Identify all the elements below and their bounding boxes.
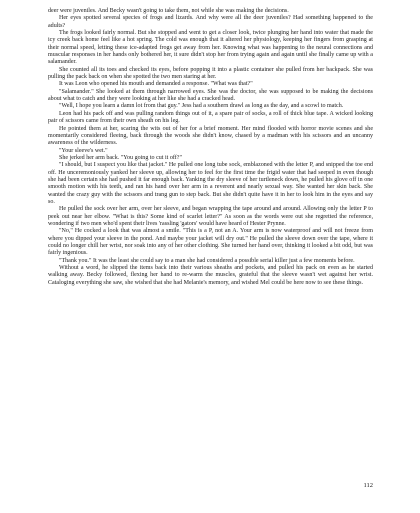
paragraph: "Thank you." It was the least she could say to a man she had considered a possible serial killer just a few moments before. [59,257,355,264]
paragraph: Leon had his pack off and was pulling random things out of it, a spare pair of socks, a roll of thick blue tape. A wicked looking pair of scissors came from their own sheath on his leg. [48,110,373,125]
paragraph: It was Leon who opened his mouth and demanded a response. "What was that?" [59,81,253,88]
paragraph: Her eyes spotted several species of frogs and lizards. And why were all the deer juveniles? Had something happened to the adults? [48,15,373,29]
paragraph: "I should, but I suspect you like that jacket." He pulled one long tube sock, emblazoned with the letter P, and snipped the toe end off. He unceremoniously yanked her sleeve up, allowing her to feel for the first time the frigid water that had seeped in even though she had been certain she had pushed it far enough back. Yanking the dry sleeve of her turtleneck down, he pulled his glove off in one smooth motion with his teeth, and ran his hand over her arm in a reverent and nearly sexual way. She wanted her skin back. She wanted the crazy guy with the scissors and trang gun to step back. But she didn't quite have it in her to look him in the eyes and say so. [48,162,373,205]
paragraph: "Well, I hope you learn a damn lot from that guy." Jess had a southern drawl as long as the day, and a scowl to match. [59,103,344,110]
page-number: 112 [363,482,373,489]
paragraph: He pulled the sock over her arm, over her sleeve, and began wrapping the tape around and around. Allowing only the letter P to peek out near her elbow. "What is this? Some kind of scarlet letter?" As soon as the words were out she regretted the reference, wondering if two men who'd spent their lives 'rassling 'gators' would have heard of Hester Prynne. [48,206,373,227]
body-text [48,8,373,287]
paragraph: She jerked her arm back. "You going to cut it off?" [59,154,182,161]
paragraph: The frogs looked fairly normal. But she stopped and went to get a closer look, twice plunging her hand into water that made the icy creek back home feel like a hot spring. The cold was enough that it altered her physiology, keeping her fingers from grasping at their normal speed, letting these ice-adapted frogs get away from her. Knowing what was happening to the neural connections and muscular responses in her hands only bothered her, it sure didn't stop her from trying again and again until she finally came up with a salamander. [48,30,373,66]
paragraph: Without a word, he slipped the items back into their various sheaths and pockets, and pulled his pack on even as he started walking away. Becky followed, flexing her hand to re-warm the muscles, grateful that the sleeve wasn't wet against her wrist. Cataloging everything she saw, she wished that she had Melanie's memory, and wished Mel could be here now to see these things. [48,265,373,286]
paragraph: He pointed them at her, scaring the wits out of her for a brief moment. Her mind flooded with horror movie scenes and she momentarily considered fleeing, back through the woods she didn't know, chased by a madman with his scissors and an uncanny awareness of the wilderness. [48,125,373,147]
paragraph: deer were juveniles. And Becky wasn't going to take them, not while she was making the decisions. [48,8,289,14]
paragraph: She counted all its toes and checked its eyes, before popping it into a plastic container she pulled from her backpack. She was pulling the pack back on when she spotted the two men staring at her. [48,66,373,81]
paragraph: "No," He cocked a look that was almost a smile. "This is a P, not an A. Your arm is now waterproof and will not freeze from where you dipped your sleeve in the pond. And maybe your jacket will dry out." He pulled the sleeve down over the tape, where it could no longer chill her wrist, nor soak into any of her other clothing. She turned her hand over, thinking it looked a bit odd, but was fairly ingenious. [48,228,373,257]
paragraph: "Salamander." She looked at them through narrowed eyes. She was the doctor, she was supposed to be making the decisions about what to catch and they were looking at her like she had a cracked head. [48,88,373,103]
paragraph: "Your sleeve's wet." [59,147,108,154]
